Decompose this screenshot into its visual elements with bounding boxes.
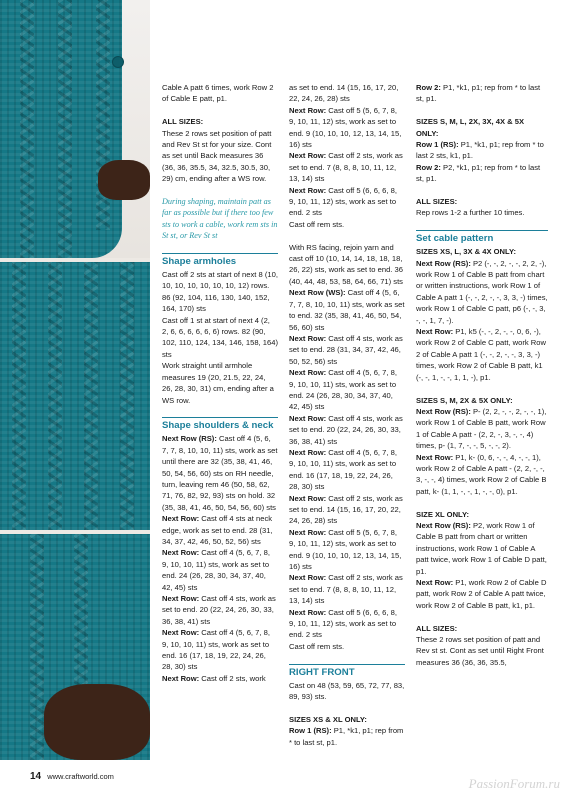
photo-column: [0, 0, 150, 760]
row-text: Cast off 4 sts, work as set to end. 20 (22, 24, 26, 30, 33, 36, 38, 41) sts: [289, 413, 403, 446]
row-text: Cast off 4 sts at neck edge, work as set to end. 28 (31, 34, 37, 42, 46, 50, 52, 56) sts: [162, 514, 273, 546]
instruction-row: [162, 547, 278, 593]
heading-rule: [162, 417, 278, 418]
size-label: SIZE XL ONLY:: [416, 509, 470, 519]
paragraph: These 2 rows set position of patt and Rev St st for your size. Cont as set until Back measures 36 (36, 36, 35.5, 34, 32.5, 30.5, 30, 29) cm, ending after a WS row.: [162, 128, 272, 184]
row-text: Cast off 5 (6, 6, 6, 8, 9, 10, 11, 12) sts, work as set to end. 2 sts: [289, 607, 397, 640]
heading-rule: [162, 253, 278, 254]
row-text: Cast off 5 (5, 6, 7, 8, 9, 10, 11, 12) sts, work as set to end. 9 (10, 10, 10, 12, 13, 14, 15, 16) sts: [289, 527, 402, 572]
row-text: Cast off 4 (5, 6, 7, 8, 9, 10, 10, 11) sts, work as set to end. 16 (17, 18, 19, 22, 24, 26, 28, 30) sts: [162, 628, 270, 672]
paragraph: Cast off 2 sts at start of next 8 (10, 10, 10, 10, 10, 10, 10, 12) rows. 86 (92, 104, 116, 130, 140, 152, 164, 170) sts: [162, 270, 278, 314]
size-label: SIZES S, M, 2X & 5X ONLY:: [416, 395, 513, 405]
row-text: P2, *k1, p1; rep from * to last st, p1.: [416, 162, 541, 184]
instruction-row: [289, 413, 405, 447]
instruction-row: [416, 326, 548, 383]
instruction-row: [289, 150, 405, 184]
text-column-3: [416, 82, 548, 668]
instruction-row: [289, 447, 405, 493]
instruction-row: [162, 627, 278, 673]
row-label: Next Row (RS):: [162, 434, 217, 444]
instruction-row: [416, 82, 548, 105]
instruction-row: [162, 673, 278, 684]
row-text: Cast off 4 sts, work as set to end. 20 (22, 24, 26, 30, 33, 36, 38, 41) sts: [162, 594, 276, 626]
row-text: P1, k5 (-, -, 2, -, -, 0, 6, -), work Row 2 of Cable C patt, work Row 2 of Cable A patt 1 (-, -, 2, -, -, 3, 3, -) times, work Row 2 of Cable B patt, k1 (-, -, 1, -, -, 1, 1, -), p1.: [416, 327, 546, 382]
section-heading-armholes: Shape armholes: [162, 256, 237, 268]
paragraph: These 2 rows set position of patt and Rev st st. Cont as set until Right Front measures 36 (36, 36, 35.5,: [416, 635, 544, 667]
row-label: Row 1 (RS):: [416, 140, 459, 150]
row-label: Next Row:: [416, 327, 454, 337]
row-text: Cast off 4 (5, 6, 7, 8, 9, 10, 10, 11) sts, work as set to end. 24 (26, 28, 30, 34, 37, 40, 42, 45) sts: [162, 548, 270, 592]
page-footer: [30, 771, 114, 782]
heading-rule: [289, 664, 405, 665]
instruction-row: [416, 520, 548, 577]
instruction-row: [416, 258, 548, 326]
paragraph: Rep rows 1-2 a further 10 times.: [416, 208, 525, 218]
row-label: Next Row:: [162, 548, 200, 558]
row-label: Row 1 (RS):: [289, 726, 332, 736]
instruction-row: [162, 593, 278, 627]
row-text: Cast off 5 (6, 6, 6, 8, 9, 10, 11, 12) sts, work as set to end. 2 sts: [289, 185, 397, 218]
instruction-row: [289, 367, 405, 413]
watermark: PassionForum.ru: [468, 776, 560, 791]
instruction-row: [162, 433, 278, 513]
size-label: ALL SIZES:: [416, 197, 458, 207]
text-column-2: [289, 82, 405, 748]
row-text: P1, k- (0, 6, -, -, 4, -, -, 1), work Row 2 of Cable A patt - (2, 2, -, -, 3, -, -, 4) times, work Row 2 of Cable B patt, k- (1, 1, -, -, 1, -, -, 0), p1.: [416, 452, 547, 496]
row-label: Next Row:: [162, 514, 200, 524]
row-label: Next Row (RS):: [416, 406, 471, 416]
row-text: Cast off 4 (5, 6, 7, 7, 8, 10, 10, 11) sts, work as set to end. 32 (35, 38, 41, 46, 50, 54, 56, 60) sts: [289, 288, 405, 332]
row-label: Next Row (RS):: [416, 520, 471, 530]
paragraph: With RS facing, rejoin yarn and cast off 10 (10, 14, 14, 18, 18, 18, 26, 22) sts, work as set to end. 36 (40, 44, 48, 53, 58, 64, 66, 71) sts: [289, 242, 403, 286]
instruction-row: [289, 493, 405, 527]
instruction-row: [289, 607, 405, 641]
row-label: Next Row:: [289, 493, 327, 503]
row-text: P1, *k1, p1; rep from * to last st, p1.: [416, 83, 541, 104]
row-label: Next Row:: [162, 673, 200, 683]
cardigan-cuff-photo: [0, 534, 150, 760]
row-label: Next Row:: [162, 628, 200, 638]
row-text: P1, *k1, p1; rep from * to last 2 sts, k1, p1.: [416, 140, 544, 161]
instruction-row: [289, 105, 405, 151]
row-text: Cast off 5 (5, 6, 7, 8, 9, 10, 11, 12) sts, work as set to end. 9 (10, 10, 10, 12, 13, 14, 15, 16) sts: [289, 105, 402, 150]
row-text: P2, work Row 1 of Cable B patt from chart or written instructions, work Row 1 of Cable A patt twice, work Row 1 of Cable D patt, p1.: [416, 520, 547, 576]
size-label: SIZES XS & XL ONLY:: [289, 714, 367, 724]
size-label: ALL SIZES:: [162, 117, 204, 127]
instruction-row: [289, 287, 405, 333]
row-label: Next Row:: [289, 185, 327, 195]
tip-text: During shaping, maintain patt as far as possible but if there too few sts to work a cable, work rem sts in St st, or Rev St st: [162, 197, 278, 241]
size-label: SIZES XS, L, 3X & 4X ONLY:: [416, 247, 517, 257]
paragraph: Cast off 1 st at start of next 4 (2, 2, 6, 6, 6, 6, 6, 6) rows. 82 (90, 102, 110, 124, 134, 146, 158, 164) sts: [162, 315, 278, 359]
instruction-row: [416, 406, 548, 452]
instruction-row: [162, 513, 278, 547]
row-label: Next Row:: [416, 577, 454, 587]
row-label: Next Row:: [416, 452, 454, 462]
row-text: Cast off 4 (5, 6, 7, 7, 8, 10, 10, 11) sts, work as set until there are 32 (35, 38, 41, 46, 50, 54, 56, 60) sts on RH needle, turn, leaving rem 46 (50, 58, 62, 71, 76, 82, 92, 93) sts on hold. 32 (35, 38, 41, 46, 50, 54, 56, 60) sts: [162, 434, 278, 512]
row-label: Next Row:: [289, 607, 327, 617]
row-text: Cast off 4 (5, 6, 7, 8, 9, 10, 10, 11) sts, work as set to end. 24 (26, 28, 30, 34, 37, 40, 42, 45) sts: [289, 368, 397, 412]
section-heading-shoulders: Shape shoulders & neck: [162, 420, 274, 432]
instruction-row: [289, 333, 405, 367]
section-heading-right-front: RIGHT FRONT: [289, 666, 355, 678]
page-number: 14: [30, 771, 42, 782]
row-label: Next Row:: [289, 413, 327, 423]
text-column-1: [162, 82, 278, 684]
row-text: P1, *k1, p1; rep from * to last st, p1.: [289, 726, 404, 747]
instruction-row: [289, 725, 405, 748]
paragraph: Cast off rem sts.: [289, 219, 345, 229]
row-label: Next Row:: [289, 447, 327, 457]
instruction-row: [289, 527, 405, 573]
instruction-row: [416, 139, 548, 162]
paragraph: Cast on 48 (53, 59, 65, 72, 77, 83, 89, 93) sts.: [289, 680, 405, 702]
row-text: Cast off 2 sts, work as set to end. 7 (8, 8, 8, 10, 11, 12, 13, 14) sts: [289, 573, 403, 606]
paragraph: Cast off rem sts.: [289, 641, 345, 651]
row-text: Cast off 4 sts, work as set to end. 28 (31, 34, 37, 42, 46, 50, 52, 56) sts: [289, 333, 403, 366]
paragraph: as set to end. 14 (15, 16, 17, 20, 22, 24, 26, 28) sts: [289, 83, 399, 104]
instruction-row: [416, 452, 548, 498]
row-text: Cast off 2 sts, work as set to end. 7 (8, 8, 8, 10, 11, 12, 13, 14) sts: [289, 151, 403, 184]
row-label: Next Row (RS):: [416, 258, 471, 268]
row-label: Next Row:: [162, 594, 200, 603]
instruction-row: [289, 185, 405, 219]
row-text: Cast off 2 sts, work as set to end. 14 (15, 16, 17, 20, 22, 24, 26, 28) sts: [289, 493, 403, 526]
cardigan-front-photo: [0, 262, 150, 530]
site-url[interactable]: www.craftworld.com: [47, 772, 114, 781]
size-label: ALL SIZES:: [416, 623, 458, 633]
instruction-row: [416, 577, 548, 611]
row-text: P2 (-, -, 2, -, -, 2, 2, -), work Row 1 of Cable B patt from chart or written instructions, work Row 1 of Cable A patt 1 (-, -, 2, -, -, 3, 3, -) times, work Row 1 of Cable C patt, p6 (-, -, 3, -, -, 1, 7, -).: [416, 258, 548, 325]
row-text: Cast off 2 sts, work: [201, 673, 266, 683]
section-heading-cable: Set cable pattern: [416, 233, 494, 245]
cardigan-sleeve-photo: [0, 0, 150, 258]
row-label: Next Row:: [289, 333, 327, 343]
size-label: SIZES S, M, L, 2X, 3X, 4X & 5X ONLY:: [416, 117, 525, 138]
heading-rule: [416, 230, 548, 231]
row-text: P1, work Row 2 of Cable D patt, work Row 2 of Cable A patt twice, work Row 2 of Cable B patt, k1, p1.: [416, 577, 547, 610]
row-label: Next Row (WS):: [289, 288, 346, 298]
row-label: Next Row:: [289, 527, 327, 537]
paragraph: Cable A patt 6 times, work Row 2 of Cable E patt, p1.: [162, 83, 274, 104]
row-text: Cast off 4 (5, 6, 7, 8, 9, 10, 10, 11) sts, work as set to end. 16 (17, 18, 19, 22, 24, 26, 28, 30) sts: [289, 447, 397, 492]
row-label: Next Row:: [289, 105, 327, 115]
instruction-row: [416, 162, 548, 185]
row-label: Row 2:: [416, 162, 441, 172]
row-label: Next Row:: [289, 573, 327, 583]
row-label: Next Row:: [289, 368, 327, 378]
row-label: Row 2:: [416, 83, 441, 92]
paragraph: Work straight until armhole measures 19 (20, 21.5, 22, 24, 26, 28, 30, 31) cm, ending after a WS row.: [162, 361, 274, 405]
instruction-row: [289, 572, 405, 606]
row-text: P- (2, 2, -, -, 2, -, -, 1), work Row 1 of Cable B patt, work Row 1 of Cable A patt - (2, 2, -, 3, -, -, 4) times, p- (1, 7, -, -, 5, -, -, 2).: [416, 406, 547, 451]
row-label: Next Row:: [289, 151, 327, 161]
